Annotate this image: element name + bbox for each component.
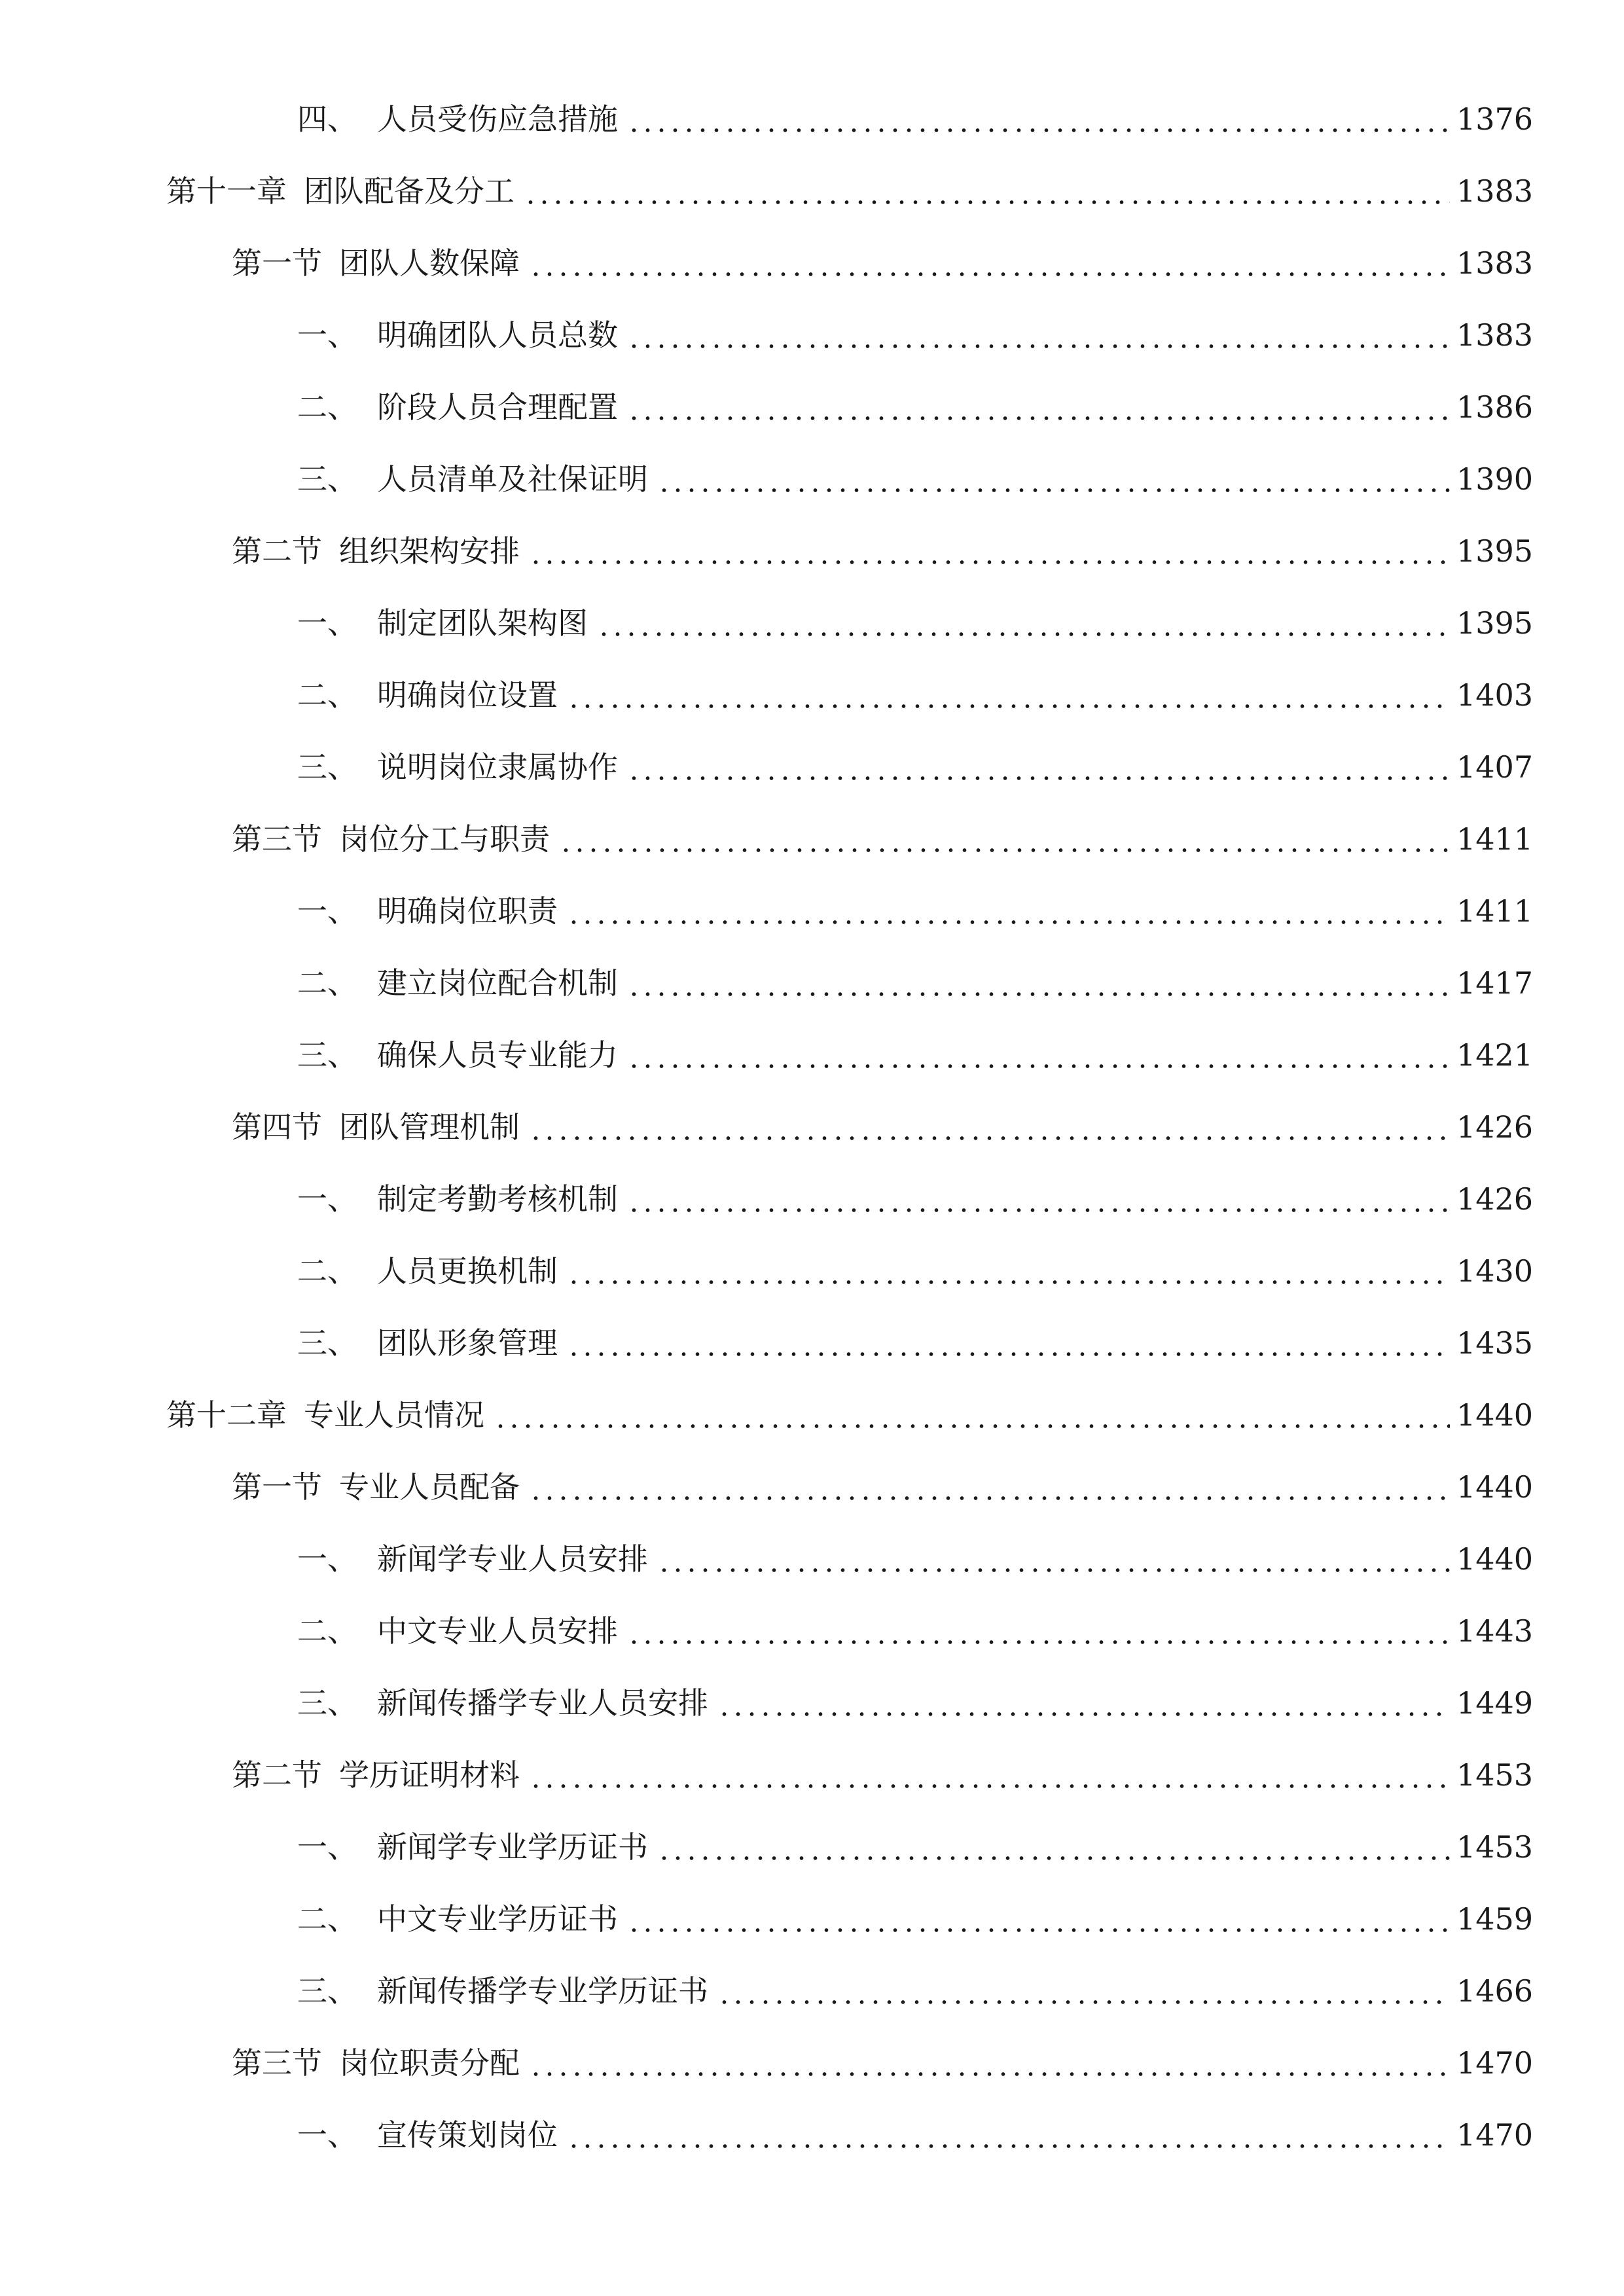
dot-leader (526, 1101, 1450, 1153)
toc-entry[interactable] (232, 1749, 1534, 1801)
dot-leader (624, 741, 1450, 793)
dot-leader (715, 1965, 1450, 2017)
toc-entry-page: 1435 (1456, 1325, 1534, 1361)
toc-entry-page: 1407 (1456, 749, 1534, 785)
toc-entry-page: 1430 (1456, 1253, 1534, 1289)
toc-entry-title: 人员受伤应急措施 (377, 101, 618, 137)
toc-entry-number: 第二节 (232, 533, 322, 569)
toc-entry-page: 1386 (1456, 389, 1534, 425)
toc-entry[interactable] (297, 453, 1534, 505)
toc-entry-title: 明确岗位职责 (377, 893, 558, 929)
toc-entry-number: 二、 (297, 1901, 357, 1937)
toc-entry-page: 1403 (1456, 677, 1534, 713)
dot-leader (655, 1533, 1450, 1585)
toc-entry-title: 岗位职责分配 (339, 2045, 520, 2081)
toc-entry[interactable] (297, 1029, 1534, 1081)
dot-leader (564, 885, 1450, 937)
toc-entry-title: 确保人员专业能力 (377, 1037, 618, 1073)
toc-entry-page: 1440 (1456, 1397, 1534, 1433)
dot-leader (624, 1173, 1450, 1225)
toc-entry-page: 1383 (1456, 173, 1534, 209)
toc-entry-title: 新闻传播学专业学历证书 (377, 1973, 708, 2009)
toc-entry-title: 宣传策划岗位 (377, 2117, 558, 2153)
toc-entry-title: 新闻学专业学历证书 (377, 1829, 648, 1865)
toc-entry[interactable] (297, 1677, 1534, 1729)
toc-entry-title: 制定团队架构图 (377, 605, 588, 641)
toc-entry-page: 1417 (1456, 965, 1534, 1001)
toc-entry[interactable] (232, 813, 1534, 865)
toc-entry[interactable] (232, 237, 1534, 289)
toc-entry-number: 三、 (297, 1037, 357, 1073)
toc-entry-title: 团队形象管理 (377, 1325, 558, 1361)
dot-leader (526, 1461, 1450, 1513)
toc-entry[interactable] (166, 165, 1534, 217)
dot-leader (564, 2109, 1450, 2161)
toc-entry-number: 一、 (297, 1829, 357, 1865)
dot-leader (526, 2037, 1450, 2089)
dot-leader (564, 1245, 1450, 1297)
toc-entry[interactable] (297, 2109, 1534, 2161)
toc-entry-title: 人员更换机制 (377, 1253, 558, 1289)
dot-leader (624, 1029, 1450, 1081)
toc-entry-number: 二、 (297, 965, 357, 1001)
toc-entry-number: 第四节 (232, 1109, 322, 1145)
dot-leader (624, 957, 1450, 1009)
toc-entry-title: 新闻传播学专业人员安排 (377, 1685, 708, 1721)
toc-entry-number: 三、 (297, 1685, 357, 1721)
dot-leader (624, 1893, 1450, 1945)
toc-entry-title: 岗位分工与职责 (339, 821, 550, 857)
dot-leader (624, 93, 1450, 145)
toc-entry-title: 专业人员情况 (304, 1397, 484, 1433)
toc-entry[interactable] (232, 2037, 1534, 2089)
toc-entry[interactable] (297, 1965, 1534, 2017)
toc-entry-number: 第十一章 (166, 173, 287, 209)
dot-leader (564, 669, 1450, 721)
dot-leader (526, 237, 1450, 289)
toc-entry-page: 1383 (1456, 245, 1534, 281)
toc-entry-number: 二、 (297, 1613, 357, 1649)
dot-leader (655, 1821, 1450, 1873)
toc-entry-title: 团队配备及分工 (304, 173, 514, 209)
toc-entry-title: 专业人员配备 (339, 1469, 520, 1505)
dot-leader (556, 813, 1450, 865)
toc-entry[interactable] (297, 1821, 1534, 1873)
toc-entry-title: 团队人数保障 (339, 245, 520, 281)
toc-entry[interactable] (297, 597, 1534, 649)
dot-leader (491, 1389, 1450, 1441)
toc-entry-number: 一、 (297, 893, 357, 929)
dot-leader (521, 165, 1450, 217)
toc-entry-title: 阶段人员合理配置 (377, 389, 618, 425)
dot-leader (624, 309, 1450, 361)
toc-entry-title: 中文专业人员安排 (377, 1613, 618, 1649)
toc-entry-page: 1411 (1456, 893, 1534, 929)
toc-entry-number: 二、 (297, 677, 357, 713)
toc-entry-page: 1443 (1456, 1613, 1534, 1649)
toc-entry-number: 三、 (297, 1973, 357, 2009)
dot-leader (564, 1317, 1450, 1369)
toc-entry[interactable] (297, 1245, 1534, 1297)
toc-entry-number: 一、 (297, 2117, 357, 2153)
toc-entry[interactable] (297, 1533, 1534, 1585)
toc-entry-number: 二、 (297, 389, 357, 425)
toc-entry-title: 人员清单及社保证明 (377, 461, 648, 497)
toc-entry[interactable] (297, 741, 1534, 793)
toc-entry-title: 学历证明材料 (339, 1757, 520, 1793)
toc-entry-title: 组织架构安排 (339, 533, 520, 569)
toc-entry-page: 1440 (1456, 1469, 1534, 1505)
toc-entry-number: 一、 (297, 1181, 357, 1217)
dot-leader (526, 525, 1450, 577)
toc-entry-page: 1470 (1456, 2045, 1534, 2081)
toc-entry[interactable] (232, 1461, 1534, 1513)
toc-entry-page: 1470 (1456, 2117, 1534, 2153)
toc-entry-title: 团队管理机制 (339, 1109, 520, 1145)
toc-entry[interactable] (297, 93, 1534, 145)
toc-entry-page: 1449 (1456, 1685, 1534, 1721)
toc-entry-number: 一、 (297, 317, 357, 353)
toc-entry-page: 1426 (1456, 1109, 1534, 1145)
toc-entry-title: 建立岗位配合机制 (377, 965, 618, 1001)
toc-entry-number: 第十二章 (166, 1397, 287, 1433)
toc-entry-number: 第一节 (232, 1469, 322, 1505)
toc-entry-number: 三、 (297, 1325, 357, 1361)
toc-entry-page: 1459 (1456, 1901, 1534, 1937)
toc-entry[interactable] (166, 1389, 1534, 1441)
toc-entry-number: 第三节 (232, 821, 322, 857)
toc-entry[interactable] (297, 957, 1534, 1009)
toc-entry[interactable] (297, 1173, 1534, 1225)
toc-entry-page: 1383 (1456, 317, 1534, 353)
toc-entry-page: 1421 (1456, 1037, 1534, 1073)
toc-entry-number: 一、 (297, 1541, 357, 1577)
toc-entry-number: 三、 (297, 461, 357, 497)
toc-entry-number: 第二节 (232, 1757, 322, 1793)
toc-entry-number: 四、 (297, 101, 357, 137)
toc-entry-number: 一、 (297, 605, 357, 641)
toc-entry[interactable] (232, 1101, 1534, 1153)
dot-leader (715, 1677, 1450, 1729)
toc-entry[interactable] (297, 1893, 1534, 1945)
toc-entry-number: 三、 (297, 749, 357, 785)
dot-leader (526, 1749, 1450, 1801)
toc-entry-title: 说明岗位隶属协作 (377, 749, 618, 785)
toc-entry[interactable] (297, 1605, 1534, 1657)
toc-entry-title: 制定考勤考核机制 (377, 1181, 618, 1217)
toc-entry[interactable] (297, 885, 1534, 937)
toc-entry-number: 第一节 (232, 245, 322, 281)
dot-leader (624, 381, 1450, 433)
toc-entry-page: 1453 (1456, 1829, 1534, 1865)
toc-entry-page: 1411 (1456, 821, 1534, 857)
toc-entry-number: 二、 (297, 1253, 357, 1289)
toc-entry-page: 1395 (1456, 605, 1534, 641)
dot-leader (594, 597, 1450, 649)
toc-entry-title: 新闻学专业人员安排 (377, 1541, 648, 1577)
toc-entry-page: 1453 (1456, 1757, 1534, 1793)
toc-entry-page: 1466 (1456, 1973, 1534, 2009)
toc-entry[interactable] (297, 309, 1534, 361)
toc-entry-number: 第三节 (232, 2045, 322, 2081)
toc-entry-page: 1395 (1456, 533, 1534, 569)
toc-entry-title: 明确岗位设置 (377, 677, 558, 713)
toc-entry[interactable] (297, 669, 1534, 721)
toc-entry-page: 1426 (1456, 1181, 1534, 1217)
toc-entry-page: 1390 (1456, 461, 1534, 497)
toc-entry[interactable] (297, 1317, 1534, 1369)
dot-leader (624, 1605, 1450, 1657)
dot-leader (655, 453, 1450, 505)
toc-entry-page: 1440 (1456, 1541, 1534, 1577)
toc-entry[interactable] (232, 525, 1534, 577)
toc-entry[interactable] (297, 381, 1534, 433)
toc-entry-title: 明确团队人员总数 (377, 317, 618, 353)
toc-entry-title: 中文专业学历证书 (377, 1901, 618, 1937)
toc-entry-page: 1376 (1456, 101, 1534, 137)
